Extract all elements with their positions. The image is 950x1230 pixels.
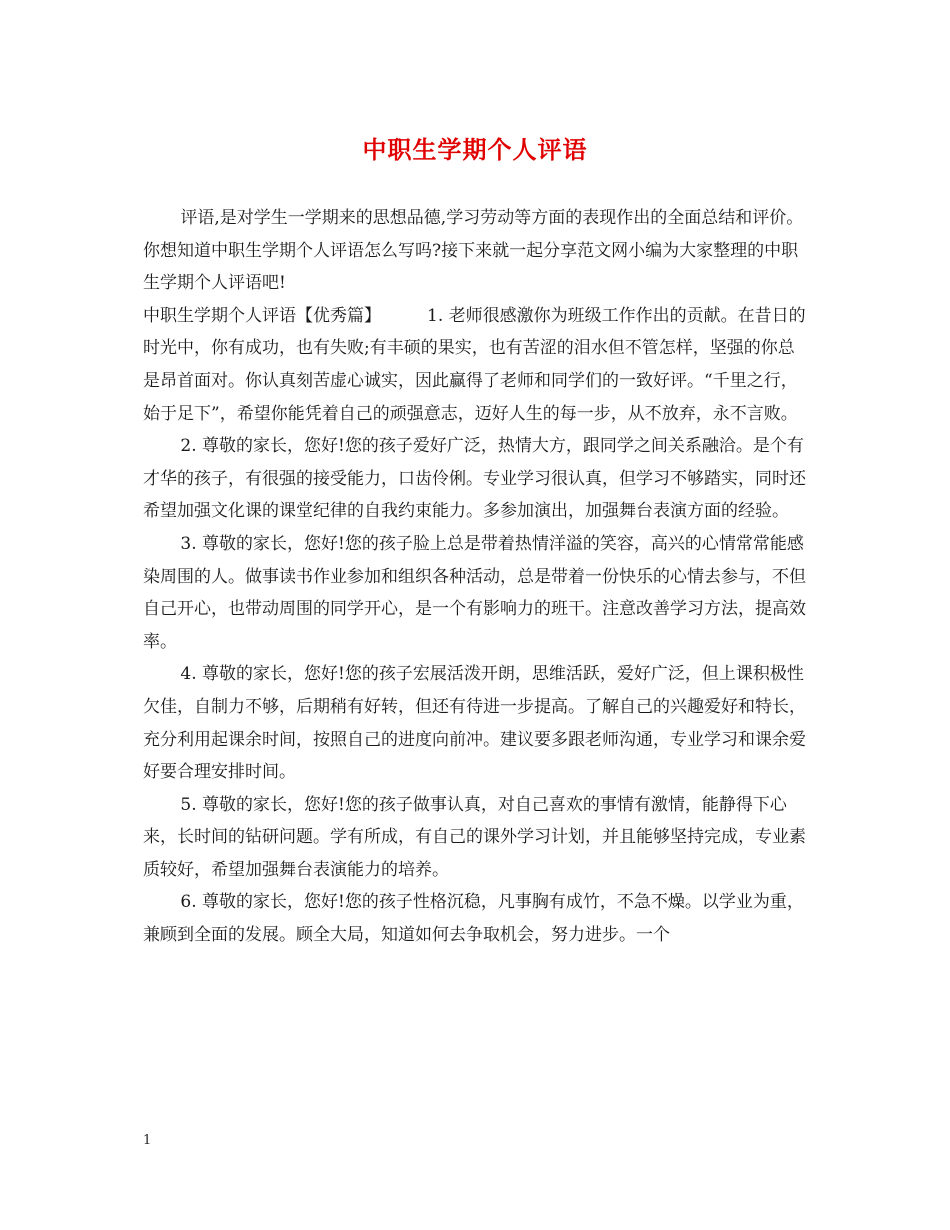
intro-paragraph: 评语,是对学生一学期来的思想品德,学习劳动等方面的表现作出的全面总结和评价。你想知道中职生学期个人评语怎么写吗?接下来就一起分享范文网小编为大家整理的中职生学期个人评语吧! xyxy=(143,208,804,294)
comment-item: 2. 尊敬的家长，您好!您的孩子爱好广泛，热情大方，跟同学之间关系融洽。是个有才华的孩子，有很强的接受能力，口齿伶俐。专业学习很认真，但学习不够踏实，同时还希望加强文化课的课堂纪律的自我约束能力。多参加演出，加强舞台表演方面的经验。 xyxy=(143,436,806,522)
comment-item: 4. 尊敬的家长，您好!您的孩子宏展活泼开朗，思维活跃，爱好广泛，但上课积极性欠佳，自制力不够，后期稍有好转，但还有待进一步提高。了解自己的兴趣爱好和特长，充分利用起课余时间，按照自己的进度向前冲。建议要多跟老师沟通，专业学习和课余爱好要合理安排时间。 xyxy=(143,664,806,783)
comment-item: 3. 尊敬的家长，您好!您的孩子脸上总是带着热情洋溢的笑容，高兴的心情常常能感染周围的人。做事读书作业参加和组织各种活动，总是带着一份快乐的心情去参与，不但自己开心，也带动周围的同学开心，是一个有影响力的班干。注意改善学习方法，提高效率。 xyxy=(143,533,806,652)
comment-item: 5. 尊敬的家长，您好!您的孩子做事认真，对自己喜欢的事情有激情，能静得下心来，长时间的钻研问题。学有所成，有自己的课外学习计划，并且能够坚持完成，专业素质较好，希望加强舞台表演能力的培养。 xyxy=(143,794,806,880)
section-paragraph-1 xyxy=(143,300,811,430)
document-title: 中职生学期个人评语 xyxy=(362,135,588,164)
section-heading: 中职生学期个人评语【优秀篇】 xyxy=(143,305,381,326)
document-body xyxy=(143,202,811,952)
comment-item: 1. 老师很感激你为班级工作作出的贡献。在昔日的时光中，你有成功，也有失败;有丰硕的果实，也有苦涩的泪水但不管怎样，坚强的你总是昂首面对。你认真刻苦虚心诚实，因此赢得了老师和同学们的一致好评。“千里之行，始于足下”，希望你能凭着自己的顽强意志，迈好人生的每一步，从不放弃，永不言败。 xyxy=(143,305,806,424)
page-number: 1 xyxy=(143,1133,152,1148)
comment-item: 6. 尊敬的家长，您好!您的孩子性格沉稳，凡事胸有成竹，不急不燥。以学业为重，兼顾到全面的发展。顾全大局，知道如何去争取机会，努力进步。一个 xyxy=(143,892,804,946)
